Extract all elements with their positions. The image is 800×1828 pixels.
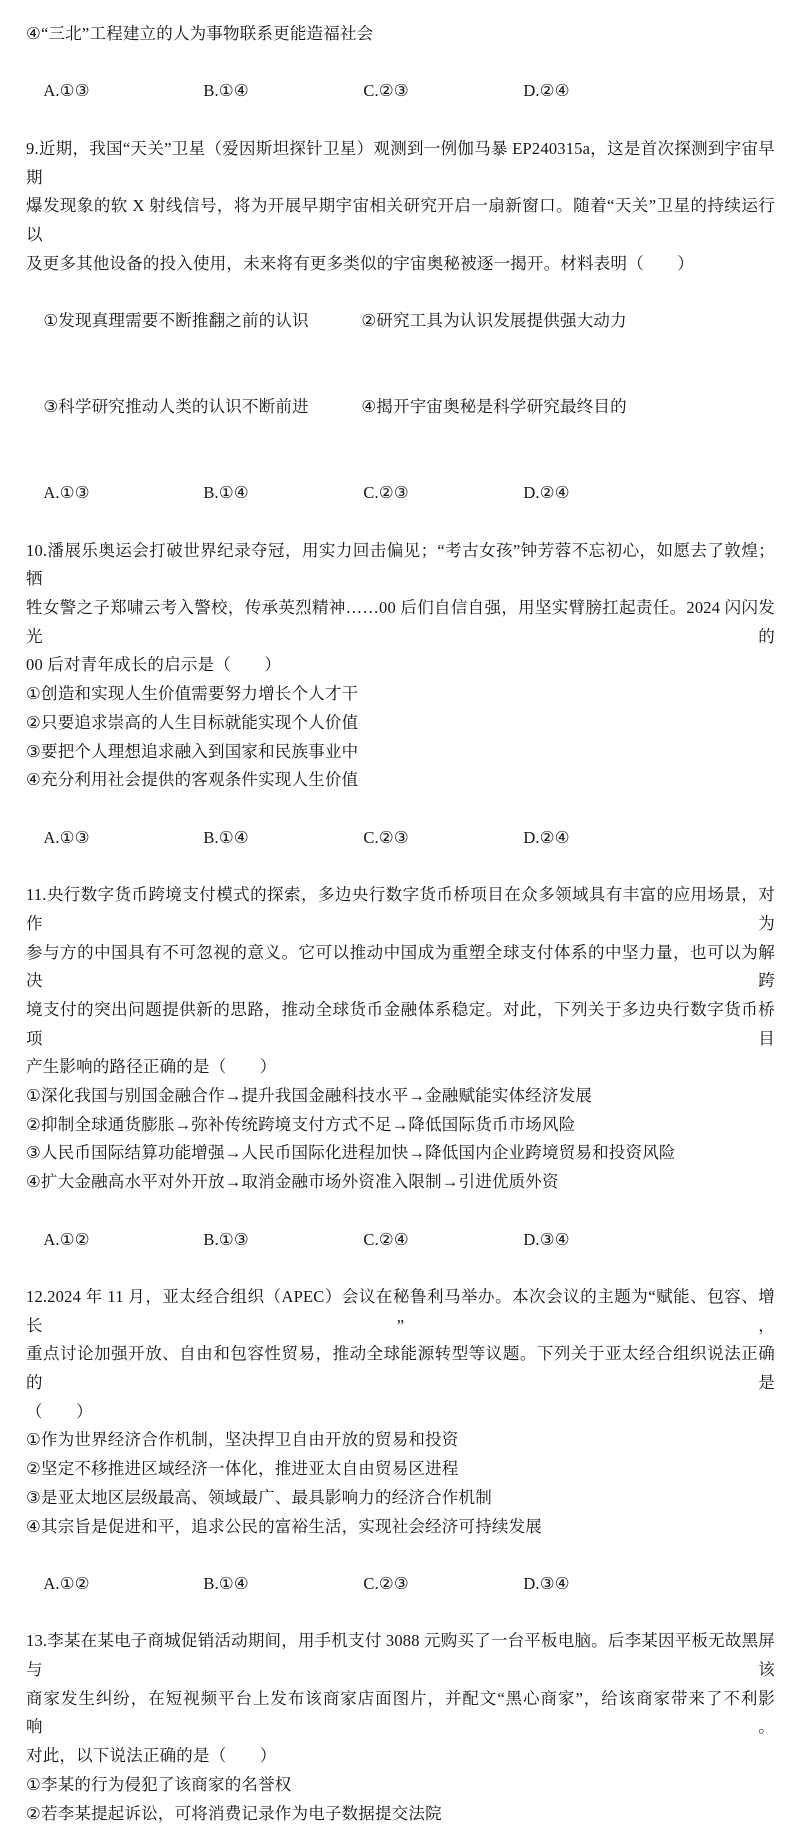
q9-option-a: A.①③ — [43, 483, 90, 503]
q8-option-c: C.②③ — [363, 81, 409, 101]
q12-option-b: B.①④ — [203, 1573, 249, 1593]
q9-option-b: B.①④ — [203, 483, 249, 503]
q13-stem-line-2: 商家发生纠纷，在短视频平台上发布该商家店面图片，并配文“黑心商家”，给该商家带来了不利影响。 — [26, 1688, 775, 1737]
q12-statement-1: ①作为世界经济合作机制，坚决捍卫自由开放的贸易和投资 — [26, 1430, 459, 1450]
q10-option-c: C.②③ — [363, 827, 409, 847]
q8-option-b: B.①④ — [203, 81, 249, 101]
q11-statement-4: ④扩大金融高水平对外开放→取消金融市场外资准入限制→引进优质外资 — [26, 1172, 559, 1192]
q10-answer-options-row — [26, 795, 775, 881]
q9-answer-options-row — [26, 451, 775, 537]
q11-stem-line-4: 产生影响的路径正确的是（ ） — [26, 1057, 277, 1077]
q12-option-d: D.③④ — [523, 1573, 570, 1593]
q9-statement-1: ①发现真理需要不断推翻之前的认识 — [43, 311, 309, 331]
q12-option-a: A.①② — [43, 1573, 90, 1593]
q13-stem-line-3: 对此，以下说法正确的是（ ） — [26, 1746, 277, 1766]
q11-stem-line-3: 境支付的突出问题提供新的思路，推动全球货币金融体系稳定。对此，下列关于多边央行数字货币桥项目 — [26, 999, 775, 1048]
q11-statement-1: ①深化我国与别国金融合作→提升我国金融科技水平→金融赋能实体经济发展 — [26, 1086, 593, 1106]
q12-stem-line-3: （ ） — [26, 1401, 93, 1421]
q12-statement-2: ②坚定不移推进区域经济一体化，推进亚太自由贸易区进程 — [26, 1459, 459, 1479]
q11-answer-options-row — [26, 1197, 775, 1283]
q10-option-b: B.①④ — [203, 827, 249, 847]
q9-stem-line-1: 9.近期，我国“天关”卫星（爱因斯坦探针卫星）观测到一例伽马暴 EP240315a，这是首次探测到宇宙早期 — [26, 138, 775, 187]
q11-option-c: C.②④ — [363, 1229, 409, 1249]
q12-stem-line-1: 12.2024 年 11 月，亚太经合组织（APEC）会议在秘鲁利马举办。本次会议的主题为“赋能、包容、增长”， — [26, 1286, 775, 1335]
q10-statement-4: ④充分利用社会提供的客观条件实现人生价值 — [26, 770, 359, 790]
q9-statement-2: ②研究工具为认识发展提供强大动力 — [361, 311, 627, 331]
q10-statement-3: ③要把个人理想追求融入到国家和民族事业中 — [26, 741, 359, 761]
q12-statement-4: ④其宗旨是促进和平，追求公民的富裕生活，实现社会经济可持续发展 — [26, 1516, 542, 1536]
q12-statement-3: ③是亚太地区层级最高、领域最广、最具影响力的经济合作机制 — [26, 1487, 492, 1507]
q12-option-c: C.②③ — [363, 1573, 409, 1593]
q10-statement-1: ①创造和实现人生价值需要努力增长个人才干 — [26, 684, 359, 704]
q11-statement-2: ②抑制全球通货膨胀→弥补传统跨境支付方式不足→降低国际货币市场风险 — [26, 1114, 576, 1134]
q9-stem-line-2: 爆发现象的软 X 射线信号，将为开展早期宇宙相关研究开启一扇新窗口。随着“天关”卫星的持续运行以 — [26, 196, 775, 244]
q9-statement-4: ④揭开宇宙奥秘是科学研究最终目的 — [361, 397, 627, 417]
q8-option-a: A.①③ — [43, 81, 90, 101]
q8-statement-4: ④“三北”工程建立的人为事物联系更能造福社会 — [26, 24, 374, 43]
q10-stem-line-3: 00 后对青年成长的启示是（ ） — [26, 655, 282, 675]
q11-option-d: D.③④ — [523, 1229, 570, 1249]
q10-statement-2: ②只要追求崇高的人生目标就能实现个人价值 — [26, 712, 359, 732]
q11-option-a: A.①② — [43, 1229, 90, 1249]
q12-answer-options-row — [26, 1541, 775, 1627]
q9-statement-3: ③科学研究推动人类的认识不断前进 — [43, 397, 309, 417]
q10-stem-line-2: 牲女警之子郑啸云考入警校，传承英烈精神……00 后们自信自强，用坚实臂膀扛起责任。2024 闪闪发光的 — [26, 598, 775, 646]
q11-stem-line-2: 参与方的中国具有不可忽视的意义。它可以推动中国成为重塑全球支付体系的中坚力量，也可以为解决跨 — [26, 942, 775, 991]
q8-answer-options-row — [26, 49, 775, 135]
q13-statement-2: ②若李某提起诉讼，可将消费记录作为电子数据提交法院 — [26, 1803, 442, 1823]
q13-stem-line-1: 13.李某在某电子商城促销活动期间，用手机支付 3088 元购买了一台平板电脑。后李某因平板无故黑屏与该 — [26, 1631, 775, 1680]
q9-statements-row-1 — [26, 278, 775, 364]
q9-stem-line-3: 及更多其他设备的投入使用，未来将有更多类似的宇宙奥秘被逐一揭开。材料表明（ ） — [26, 253, 694, 273]
q10-option-d: D.②④ — [523, 827, 570, 847]
q8-option-d: D.②④ — [523, 81, 570, 101]
q10-stem-line-1: 10.潘展乐奥运会打破世界纪录夺冠，用实力回击偏见；“考古女孩”钟芳蓉不忘初心，如愿去了敦煌；牺 — [26, 540, 775, 589]
q11-option-b: B.①③ — [203, 1229, 249, 1249]
q11-statement-3: ③人民币国际结算功能增强→人民币国际化进程加快→降低国内企业跨境贸易和投资风险 — [26, 1143, 676, 1163]
q9-statements-row-2 — [26, 364, 775, 450]
q12-stem-line-2: 重点讨论加强开放、自由和包容性贸易，推动全球能源转型等议题。下列关于亚太经合组织说法正确的是 — [26, 1344, 775, 1393]
q9-option-d: D.②④ — [523, 483, 570, 503]
q9-option-c: C.②③ — [363, 483, 409, 503]
q10-option-a: A.①③ — [43, 827, 90, 847]
q13-statement-1: ①李某的行为侵犯了该商家的名誉权 — [26, 1774, 292, 1794]
q11-stem-line-1: 11.央行数字货币跨境支付模式的探索，多边央行数字货币桥项目在众多领域具有丰富的应用场景，对作为 — [26, 885, 775, 933]
